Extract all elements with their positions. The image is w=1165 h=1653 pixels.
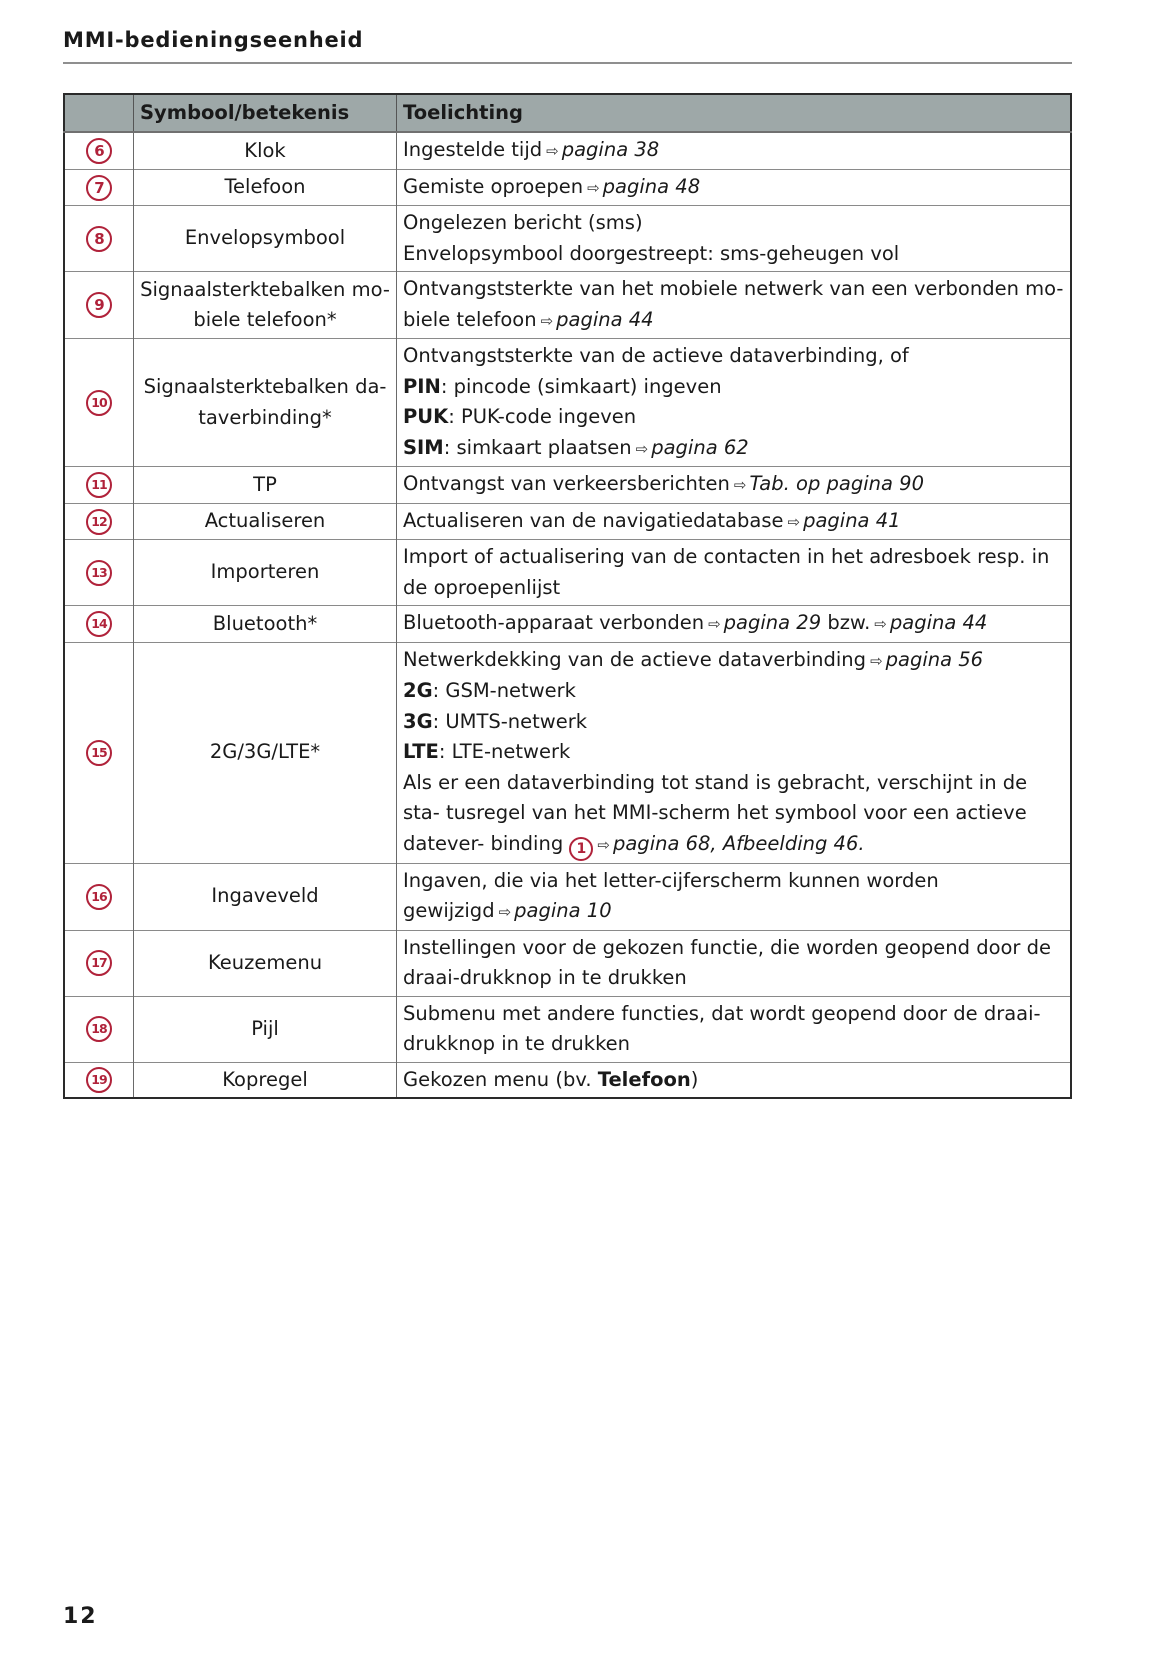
symbol-cell: Kopregel xyxy=(134,1062,397,1098)
table-row xyxy=(64,339,1071,467)
row-number-cell xyxy=(64,540,134,606)
symbol-cell: TP xyxy=(134,467,397,504)
circled-number-icon: 16 xyxy=(86,884,112,910)
bold-term: 2G xyxy=(403,679,433,702)
explanation-line xyxy=(403,1065,1064,1096)
explanation-line xyxy=(403,341,1064,372)
page-reference-link[interactable]: pagina 62 xyxy=(651,435,749,459)
arrow-right-icon: ⇨ xyxy=(870,651,883,670)
explanation-line xyxy=(403,542,1064,603)
explanation-cell xyxy=(397,642,1072,863)
symbol-table xyxy=(63,93,1072,1099)
table-row xyxy=(64,863,1071,930)
circled-number-icon: 15 xyxy=(86,740,112,766)
arrow-right-icon: ⇨ xyxy=(708,615,721,633)
page-reference-link[interactable]: Tab. op pagina 90 xyxy=(749,472,924,495)
row-number-cell xyxy=(64,169,134,206)
line-text: Ongelezen bericht (sms) xyxy=(403,211,643,234)
row-number-cell xyxy=(64,1062,134,1098)
circled-number-icon: 11 xyxy=(86,472,112,498)
explanation-cell xyxy=(397,169,1072,206)
circled-number-icon: 10 xyxy=(86,390,112,416)
page-number: 12 xyxy=(63,1604,98,1629)
explanation-cell xyxy=(397,272,1072,339)
circled-number-icon: 7 xyxy=(86,175,112,201)
symbol-cell: Importeren xyxy=(134,540,397,606)
row-number-cell xyxy=(64,642,134,863)
row-number-cell xyxy=(64,996,134,1062)
line-text: Import of actualisering van de contacten in het adresboek resp. in de oproepenlijst xyxy=(403,545,1050,599)
row-number-cell xyxy=(64,132,134,169)
arrow-right-icon: ⇨ xyxy=(733,476,747,494)
line-text: Ontvangst van verkeersberichten xyxy=(403,472,730,495)
arrow-right-icon: ⇨ xyxy=(597,835,610,854)
row-number-cell xyxy=(64,606,134,643)
bold-term: PIN xyxy=(403,374,441,398)
explanation-line xyxy=(403,608,1064,640)
table-row xyxy=(64,467,1071,504)
symbol-cell: Envelopsymbool xyxy=(134,206,397,272)
line-text: Envelopsymbool doorgestreept: sms-geheugen vol xyxy=(403,241,900,265)
symbol-cell: Signaalsterktebalken mo- biele telefoon* xyxy=(134,272,397,339)
arrow-right-icon: ⇨ xyxy=(787,512,801,531)
explanation-line xyxy=(403,768,1064,861)
symbol-cell: Actualiseren xyxy=(134,503,397,540)
explanation-line xyxy=(403,707,1064,738)
explanation-cell xyxy=(397,863,1072,930)
explanation-line xyxy=(403,135,1064,167)
explanation-cell xyxy=(397,1062,1072,1098)
symbol-cell: Signaalsterktebalken da- taverbinding* xyxy=(134,339,397,467)
row-number-cell xyxy=(64,206,134,272)
line-text: Gekozen menu (bv. xyxy=(403,1067,598,1091)
symbol-cell: Ingaveveld xyxy=(134,863,397,930)
line-text: Ingestelde tijd xyxy=(403,138,543,161)
circled-number-icon: 12 xyxy=(86,509,112,535)
page-reference-link[interactable]: pagina 68, Afbeelding 46. xyxy=(612,831,865,855)
line-text: : simkaart plaatsen xyxy=(443,435,632,459)
page-reference-link[interactable]: pagina 38 xyxy=(561,138,660,161)
arrow-right-icon: ⇨ xyxy=(635,439,649,458)
line-text: Submenu met andere functies, dat wordt geopend door de draai- drukknop in te drukken xyxy=(403,1001,1041,1055)
bold-term: 3G xyxy=(403,709,433,733)
page-reference-link[interactable]: pagina 10 xyxy=(514,899,612,922)
row-number-cell xyxy=(64,503,134,540)
table-row xyxy=(64,132,1071,169)
circled-number-icon: 17 xyxy=(86,950,112,976)
explanation-line xyxy=(403,469,1064,501)
line-text: bzw. xyxy=(827,611,871,634)
circled-number-icon: 14 xyxy=(86,611,112,637)
explanation-line xyxy=(403,866,1064,928)
arrow-right-icon: ⇨ xyxy=(587,178,600,197)
explanation-line xyxy=(403,402,1064,433)
header-divider xyxy=(63,62,1072,64)
circled-number-icon: 19 xyxy=(86,1067,112,1093)
explanation-line xyxy=(403,999,1064,1060)
line-text: Netwerkdekking van de actieve dataverbinding xyxy=(403,647,867,671)
explanation-line xyxy=(403,506,1064,538)
row-number-cell xyxy=(64,930,134,996)
row-number-cell xyxy=(64,339,134,467)
circled-number-icon: 13 xyxy=(86,560,112,586)
symbol-cell: Bluetooth* xyxy=(134,606,397,643)
line-text: : PUK-code ingeven xyxy=(448,405,637,428)
bold-term: SIM xyxy=(403,435,444,459)
explanation-cell xyxy=(397,467,1072,504)
page-reference-link[interactable]: pagina 44 xyxy=(556,307,654,331)
page-reference-link[interactable]: pagina 29 xyxy=(723,611,822,634)
bold-term: LTE xyxy=(403,740,439,763)
explanation-cell xyxy=(397,132,1072,169)
explanation-line xyxy=(403,372,1064,403)
explanation-line xyxy=(403,433,1064,465)
page-reference-link[interactable]: pagina 44 xyxy=(889,611,988,634)
table-row xyxy=(64,642,1071,863)
explanation-cell xyxy=(397,339,1072,467)
explanation-line xyxy=(403,645,1064,677)
arrow-right-icon: ⇨ xyxy=(874,615,887,633)
symbol-cell: Telefoon xyxy=(134,169,397,206)
explanation-cell xyxy=(397,606,1072,643)
table-header-row xyxy=(64,94,1071,132)
table-row xyxy=(64,1062,1071,1098)
arrow-right-icon: ⇨ xyxy=(498,903,512,921)
table-row xyxy=(64,996,1071,1062)
table-row xyxy=(64,540,1071,606)
line-text: : UMTS-netwerk xyxy=(432,709,588,733)
circled-number-icon: 1 xyxy=(569,837,593,861)
symbol-cell: Pijl xyxy=(134,996,397,1062)
arrow-right-icon: ⇨ xyxy=(546,142,559,160)
explanation-line xyxy=(403,239,1064,270)
circled-number-icon: 8 xyxy=(86,226,112,252)
line-text: Als er een dataverbinding tot stand is gebracht, verschijnt in de sta- tusregel van het MMI-scherm het symbool voor een actieve datever- binding xyxy=(403,770,1028,855)
explanation-cell xyxy=(397,540,1072,606)
line-text: Gemiste oproepen xyxy=(403,174,584,198)
column-header-symbol: Symbool/betekenis xyxy=(134,94,397,132)
symbol-cell: Klok xyxy=(134,132,397,169)
column-header-number xyxy=(64,94,134,132)
page-header-title: MMI-bedieningseenheid xyxy=(63,28,364,52)
explanation-line xyxy=(403,208,1064,239)
line-text: : pincode (simkaart) ingeven xyxy=(440,374,722,398)
explanation-line xyxy=(403,737,1064,768)
line-text: ) xyxy=(690,1067,699,1091)
circled-number-icon: 18 xyxy=(86,1016,112,1042)
explanation-cell xyxy=(397,930,1072,996)
explanation-line xyxy=(403,274,1064,336)
column-header-explanation: Toelichting xyxy=(397,94,1072,132)
line-text: Ontvangststerkte van de actieve dataverbinding, of xyxy=(403,344,909,367)
line-text: Ingaven, die via het letter-cijferscherm kunnen worden gewijzigd xyxy=(403,868,939,922)
page-reference-link[interactable]: pagina 41 xyxy=(803,508,901,532)
line-text: Bluetooth-apparaat verbonden xyxy=(403,611,705,634)
table-row xyxy=(64,169,1071,206)
explanation-cell xyxy=(397,206,1072,272)
circled-number-icon: 9 xyxy=(86,292,112,318)
explanation-line xyxy=(403,933,1064,994)
row-number-cell xyxy=(64,467,134,504)
explanation-cell xyxy=(397,503,1072,540)
page-reference-link[interactable]: pagina 56 xyxy=(885,647,984,671)
table-row xyxy=(64,930,1071,996)
explanation-line xyxy=(403,676,1064,707)
explanation-cell xyxy=(397,996,1072,1062)
arrow-right-icon: ⇨ xyxy=(540,311,554,330)
line-text: : GSM-netwerk xyxy=(432,679,576,702)
table-row xyxy=(64,606,1071,643)
bold-term: Telefoon xyxy=(597,1067,691,1091)
symbol-cell: Keuzemenu xyxy=(134,930,397,996)
circled-number-icon: 6 xyxy=(86,138,112,164)
line-text: : LTE-netwerk xyxy=(438,740,571,763)
table-row xyxy=(64,206,1071,272)
row-number-cell xyxy=(64,863,134,930)
explanation-line xyxy=(403,172,1064,204)
line-text: Ontvangststerkte van het mobiele netwerk van een verbonden mo- biele telefoon xyxy=(403,277,1064,331)
page-reference-link[interactable]: pagina 48 xyxy=(602,174,701,198)
symbol-cell: 2G/3G/LTE* xyxy=(134,642,397,863)
table-row xyxy=(64,503,1071,540)
row-number-cell xyxy=(64,272,134,339)
table-row xyxy=(64,272,1071,339)
line-text: Instellingen voor de gekozen functie, die worden geopend door de draai-drukknop in te drukken xyxy=(403,935,1052,989)
bold-term: PUK xyxy=(403,405,449,428)
line-text: Actualiseren van de navigatiedatabase xyxy=(403,508,784,532)
